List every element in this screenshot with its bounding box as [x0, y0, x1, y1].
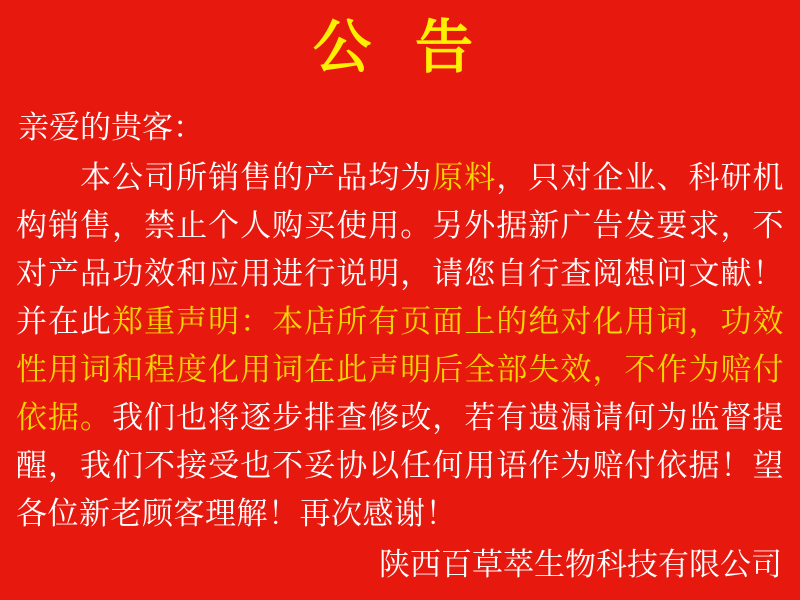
announcement-body [16, 154, 784, 538]
greeting-line: 亲爱的贵客： [18, 110, 204, 145]
paragraph-segment: 郑重声明：本店所有页面上的绝对化用词，功效性用词和程度化用词在此声明后全部失效，不作为赔付依据。 [16, 304, 785, 435]
paragraph-segment: ，只对企业、科研机构销售，禁止个人购买使用。另外据新广告发要求，不对产品功效和应用进行说明，请您自行查阅想问文献！并在此 [16, 160, 785, 339]
company-signature: 陕西百草萃生物科技有限公司 [379, 547, 782, 582]
announcement-title: 公 告 [312, 15, 488, 80]
paragraph-segment: 原料 [432, 160, 497, 195]
paragraph-segment: 我们也将逐步排查修改，若有遗漏请何为监督提醒，我们不接受也不妥协以任何用语作为赔付依据！望各位新老顾客理解！再次感谢！ [16, 400, 785, 531]
paragraph-segment: 本公司所销售的产品均为 [80, 160, 433, 195]
